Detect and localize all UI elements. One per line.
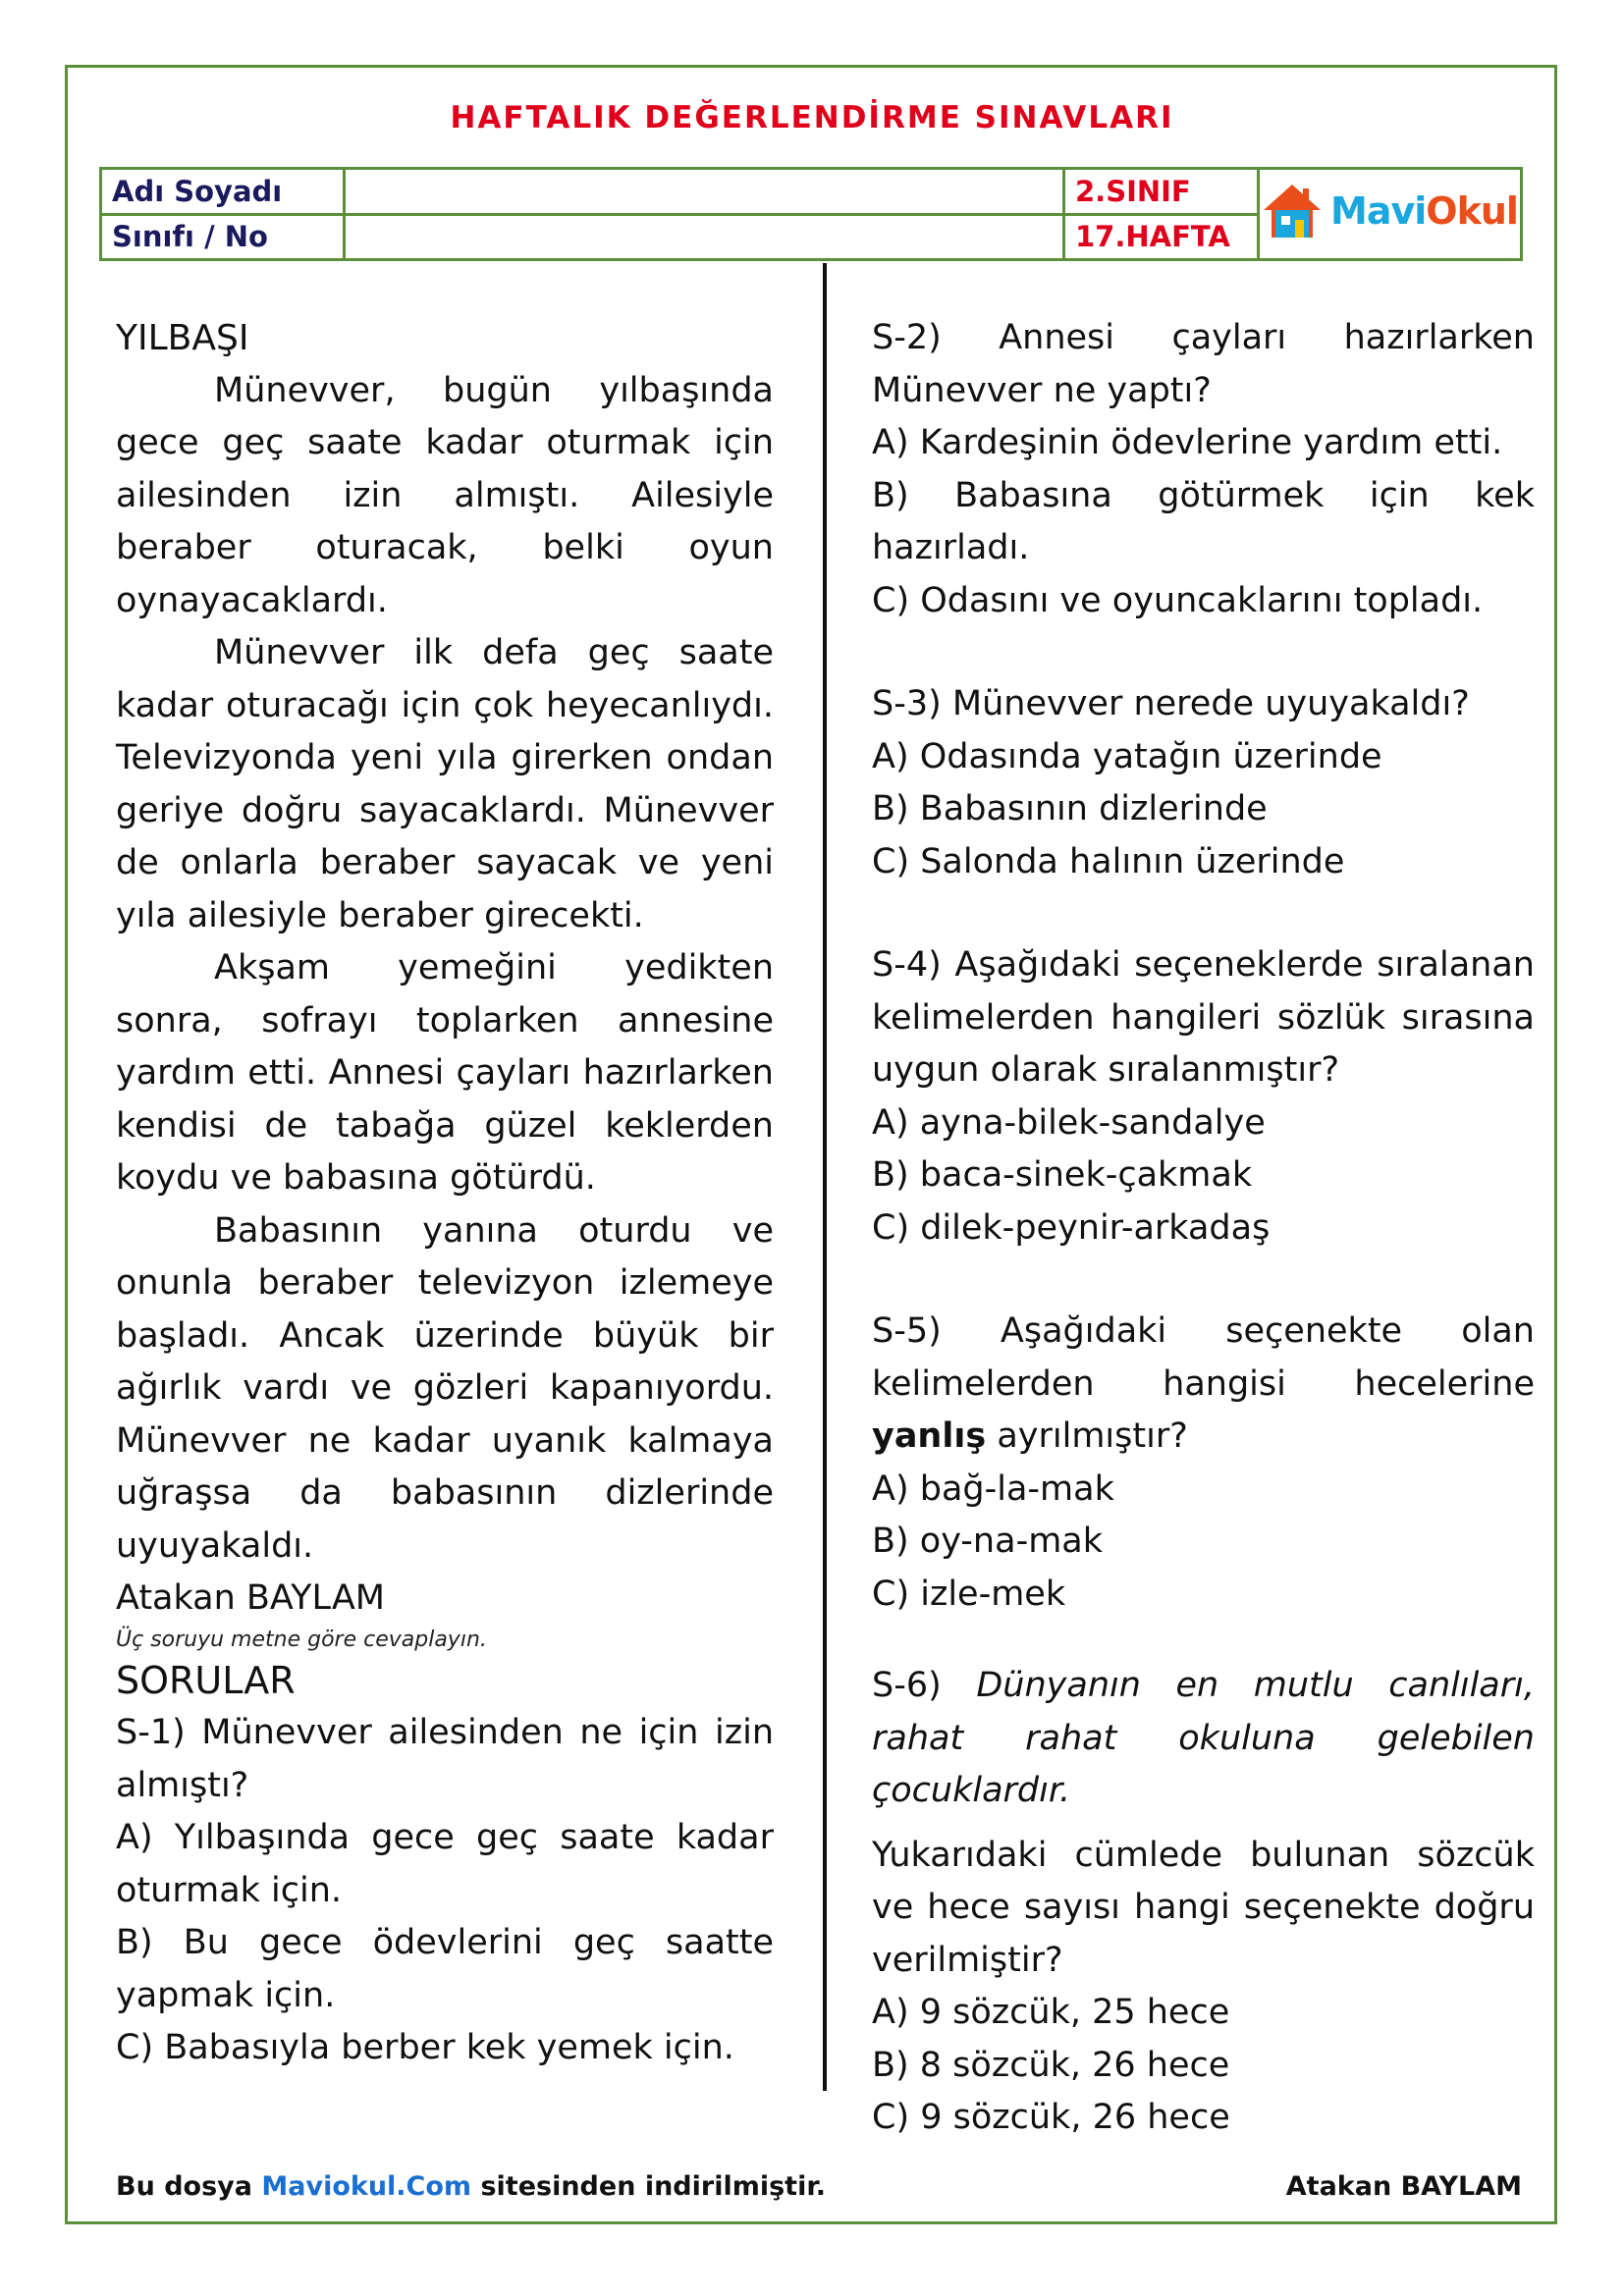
grade-label: 2.SINIF — [1064, 169, 1259, 215]
q5-option-a[interactable]: A) bağ-la-mak — [872, 1468, 1114, 1509]
q5-text-before: S-5) Aşağıdaki seçenekte olan kelimelerden hangisi hecelerine — [872, 1311, 1535, 1404]
story-paragraph: Münevver ilk defa geç saate kadar oturacağı için çok heyecanlıydı. Televizyonda yeni yıla girerken ondan geriye doğru sayacaklardı. Münevver de onlarla beraber sayacak ve yeni yıla ailesiyle beraber girecekti. — [116, 633, 774, 935]
page-title: HAFTALIK DEĞERLENDİRME SINAVLARI — [450, 100, 1174, 135]
class-label: Sınıfı / No — [101, 214, 345, 260]
q1-option-c[interactable]: C) Babasıyla berber kek yemek için. — [116, 2028, 734, 2067]
story-paragraph: Akşam yemeğini yedikten sonra, sofrayı toplarken annesine yardım etti. Annesi çayları hazırlarken kendisi de tabağa güzel keklerden koydu ve babasına götürdü. — [116, 948, 774, 1198]
story-author: Atakan BAYLAM — [116, 1578, 385, 1618]
instruction-note: Üç soruyu metne göre cevaplayın. — [116, 1627, 487, 1652]
q6-prefix: S-6) — [872, 1666, 942, 1705]
logo-text-okul: Okul — [1426, 188, 1518, 233]
story-paragraph: Münevver, bugün yılbaşında gece geç saate kadar oturmak için ailesinden izin almıştı. Ailesiyle beraber oturacak, belki oyun oynayacaklardı. — [116, 370, 774, 620]
questions-heading: SORULAR — [116, 1658, 296, 1702]
q5-option-c[interactable]: C) izle-mek — [872, 1574, 1066, 1614]
logo — [1259, 169, 1522, 260]
question-1: S-1) Münevver ailesinden ne için izin almıştı? — [116, 1713, 774, 1805]
q5-text-after: ayrılmıştır? — [997, 1416, 1188, 1456]
question-5 — [872, 1306, 1535, 1464]
name-label: Adı Soyadı — [101, 169, 345, 215]
house-icon — [1262, 183, 1323, 240]
question-6: Yukarıdaki cümlede bulunan sözcük ve hece sayısı hangi seçenekte doğru verilmiştir? — [872, 1835, 1535, 1980]
question-3: S-3) Münevver nerede uyuyakaldı? — [872, 684, 1470, 723]
q4-option-b[interactable]: B) baca-sinek-çakmak — [872, 1155, 1253, 1195]
q2-option-c[interactable]: C) Odasını ve oyuncaklarını topladı. — [872, 580, 1484, 620]
q5-emphasis: yanlış — [872, 1416, 987, 1456]
q1-option-b[interactable]: B) Bu gece ödevlerini geç saatte yapmak için. — [116, 1923, 774, 2015]
left-column — [116, 312, 774, 2075]
q6-sentence: Dünyanın en mutlu canlıları, rahat rahat okuluna gelebilen çocuklardır. — [872, 1666, 1535, 1810]
footer-suffix: sitesinden indirilmiştir. — [480, 2171, 827, 2202]
question-6-sentence — [872, 1660, 1535, 1818]
footer-site-link[interactable]: Maviokul.Com — [261, 2171, 472, 2202]
class-field[interactable] — [345, 214, 1064, 260]
q6-option-c[interactable]: C) 9 sözcük, 26 hece — [872, 2098, 1230, 2137]
footer-author: Atakan BAYLAM — [1285, 2171, 1522, 2202]
q2-option-a[interactable]: A) Kardeşinin ödevlerine yardım etti. — [872, 423, 1503, 462]
q2-option-b[interactable]: B) Babasına götürmek için kek hazırladı. — [872, 475, 1535, 567]
q6-option-a[interactable]: A) 9 sözcük, 25 hece — [872, 1993, 1230, 2032]
q3-option-b[interactable]: B) Babasının dizlerinde — [872, 789, 1268, 828]
question-2: S-2) Annesi çayları hazırlarken Münevver ne yaptı? — [872, 318, 1535, 410]
footer-source — [116, 2171, 826, 2202]
q3-option-a[interactable]: A) Odasında yatağın üzerinde — [872, 736, 1382, 776]
q6-option-b[interactable]: B) 8 sözcük, 26 hece — [872, 2045, 1230, 2085]
q1-option-a[interactable]: A) Yılbaşında gece geç saate kadar oturmak için. — [116, 1818, 774, 1910]
story-title: YILBAŞI — [116, 318, 249, 358]
week-label: 17.HAFTA — [1064, 214, 1259, 260]
name-field[interactable] — [345, 169, 1064, 215]
q5-option-b[interactable]: B) oy-na-mak — [872, 1522, 1104, 1561]
q3-option-c[interactable]: C) Salonda halının üzerinde — [872, 841, 1345, 881]
logo-text-mavi: Mavi — [1330, 188, 1427, 233]
q4-option-a[interactable]: A) ayna-bilek-sandalye — [872, 1102, 1266, 1143]
right-column — [872, 312, 1535, 2145]
q4-option-c[interactable]: C) dilek-peynir-arkadaş — [872, 1207, 1271, 1248]
footer-prefix: Bu dosya — [116, 2171, 252, 2202]
question-4: S-4) Aşağıdaki seçeneklerde sıralanan kelimelerden hangileri sözlük sırasına uygun olarak sıralanmıştır? — [872, 945, 1535, 1090]
story-paragraph: Babasının yanına oturdu ve onunla beraber televizyon izlemeye başladı. Ancak üzerinde büyük bir ağırlık vardı ve gözleri kapanıyordu. Münevver ne kadar uyanık kalmaya uğraşsa da babasının dizlerinde uyuyakaldı. — [116, 1210, 774, 1566]
student-info-table — [99, 167, 1523, 261]
column-divider — [823, 263, 827, 2091]
